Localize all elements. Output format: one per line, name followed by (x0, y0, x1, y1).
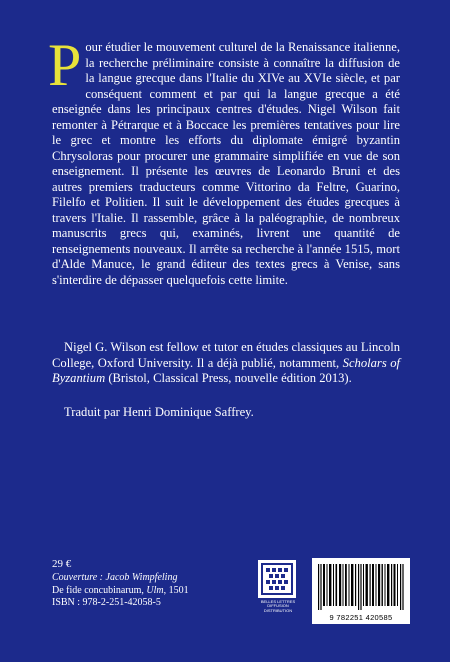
isbn: ISBN : 978-2-251-42058-5 (52, 596, 161, 608)
barcode-bars-icon (312, 558, 410, 612)
bio-text-before: Nigel G. Wilson est fellow et tutor en études classiques au Lincoln College, Oxford University. Il a déjà publié, notamment, (52, 340, 400, 370)
translator-credit: Traduit par Henri Dominique Saffrey. (64, 405, 254, 419)
cover-author: Jacob Wimpfeling (105, 572, 178, 584)
price: 29 € (52, 558, 72, 570)
drop-cap: P (48, 32, 82, 98)
barcode (312, 558, 410, 624)
publisher-logo (258, 560, 298, 612)
barcode-digits: 9 782251 420585 (329, 613, 393, 622)
summary-paragraph (48, 32, 400, 288)
bio-book-title: Scholars of Byzantium (52, 355, 400, 385)
cover-year: , 1501 (163, 584, 189, 596)
bio-text-after: (Bristol, Classical Press, nouvelle édition 2013). (105, 371, 352, 385)
publisher-logo-text: BELLES LETTRES DIFFUSION DISTRIBUTION (260, 599, 296, 613)
cover-label: Couverture : (52, 572, 106, 584)
cover-title: De fide concubinarum, (52, 584, 147, 596)
publisher-logo-icon (258, 560, 296, 598)
cover-credit (52, 572, 272, 584)
cover-place: Ulm (146, 584, 164, 596)
colophon (52, 558, 272, 609)
cover-source (52, 585, 272, 597)
summary-text: our étudier le mouvement culturel de la Renaissance italienne, la recherche préliminaire consiste à connaître la diffusion de la langue grecque dans l'Italie du XIVe au XVIe siècle, et par conséquent comment et par qui la langue grecque a été enseignée dans les principaux centres d'études. Nigel Wilson fait remonter à Pétrarque et à Boccace les premières tentatives pour lire le grec et montre les efforts du diplomate émigré byzantin Chrysoloras pour procurer une grammaire simplifiée en vue de son enseignement. Il présente les œuvres de Leonardo Bruni et des autres premiers traducteurs comme Vittorino da Feltre, Guarino, Filelfo et Politien. Il suit le développement des études grecques à travers l'Italie. Il rassemble, grâce à la paléographie, de nombreux manuscrits grecs qui, examinés, livrent une quantité de renseignements nouveaux. Il arrête sa recherche à l'année 1515, mort d'Alde Manuce, le grand éditeur des textes grecs à Venise, sans s'interdire de dépasser quelquefois cette limite. (52, 40, 400, 287)
author-bio (52, 340, 400, 387)
